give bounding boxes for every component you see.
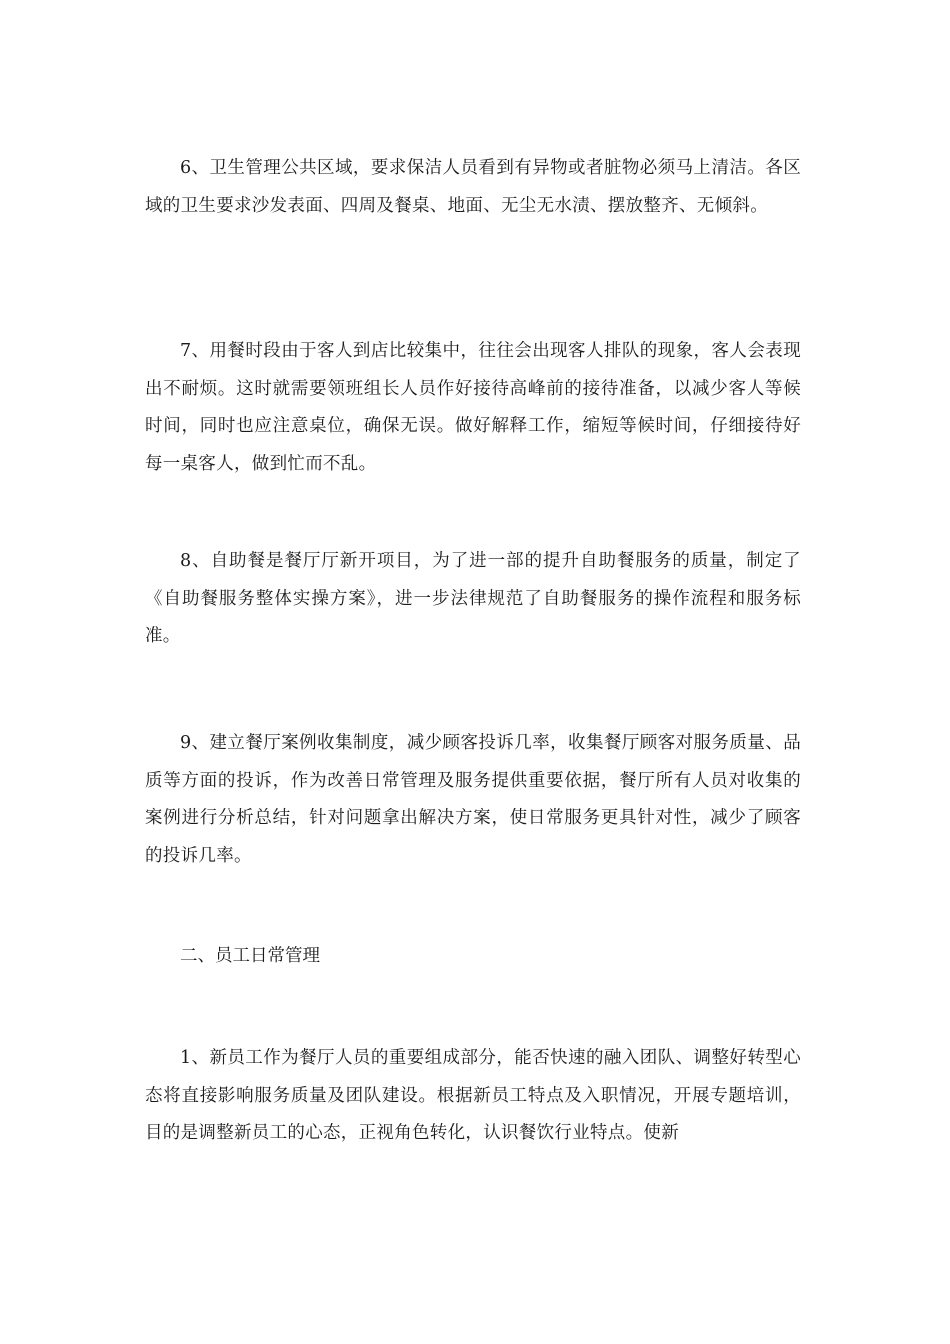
paragraph-1-new-staff: 1、新员工作为餐厅人员的重要组成部分，能否快速的融入团队、调整好转型心态将直接影响服务质量及团队建设。根据新员工特点及入职情况，开展专题培训，目的是调整新员工的心态，正视角色转化，认识餐饮行业特点。使新 bbox=[145, 1048, 801, 1143]
section-heading-staff-management: 二、员工日常管理 bbox=[180, 946, 320, 966]
paragraph-8-buffet: 8、自助餐是餐厅厅新开项目，为了进一部的提升自助餐服务的质量，制定了《自助餐服务整体实操方案》，进一步法律规范了自助餐服务的操作流程和服务标准。 bbox=[145, 551, 801, 646]
paragraph-6-hygiene: 6、卫生管理公共区域，要求保洁人员看到有异物或者脏物必须马上清洁。各区域的卫生要求沙发表面、四周及餐桌、地面、无尘无水渍、摆放整齐、无倾斜。 bbox=[145, 158, 801, 216]
paragraph-9-case-collection: 9、建立餐厅案例收集制度，减少顾客投诉几率，收集餐厅顾客对服务质量、品质等方面的投诉，作为改善日常管理及服务提供重要依据，餐厅所有人员对收集的案例进行分析总结，针对问题拿出解决方案，使日常服务更具针对性，减少了顾客的投诉几率。 bbox=[145, 733, 801, 866]
paragraph-7-peak-dining: 7、用餐时段由于客人到店比较集中，往往会出现客人排队的现象，客人会表现出不耐烦。这时就需要领班组长人员作好接待高峰前的接待准备，以减少客人等候时间，同时也应注意桌位，确保无误。做好解释工作，缩短等候时间，仔细接待好每一桌客人，做到忙而不乱。 bbox=[145, 341, 801, 474]
document-page bbox=[145, 0, 801, 1344]
